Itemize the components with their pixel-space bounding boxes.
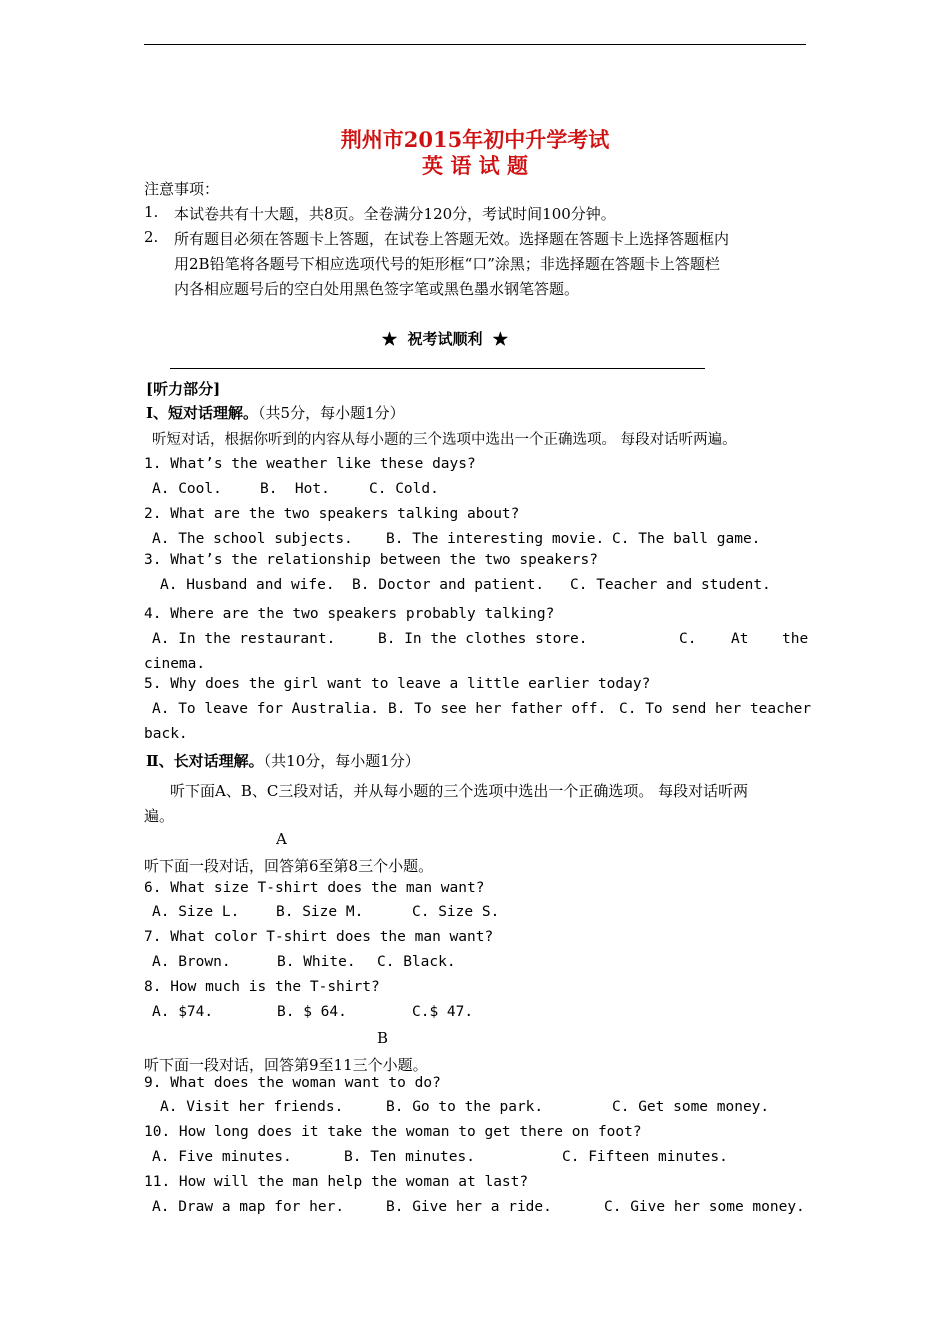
good-luck-banner: ★ 祝考试顺利 ★: [382, 330, 508, 348]
q10-option-a: A. Five minutes.: [152, 1149, 292, 1165]
part2-heading: [146, 750, 420, 771]
q11-option-c: C. Give her some money.: [604, 1199, 805, 1215]
q4-option-c-wrap: cinema.: [144, 656, 206, 672]
q6-option-a: A. Size L.: [152, 904, 240, 920]
question-10: 10. How long does it take the woman to get there on foot?: [144, 1124, 642, 1140]
q7-option-a: A. Brown.: [152, 954, 231, 970]
question-1: 1. What’s the weather like these days?: [144, 456, 476, 472]
notice-item-2-number: 2.: [144, 228, 159, 246]
notice-label: 注意事项：: [144, 180, 220, 198]
q2-option-a: A. The school subjects.: [152, 531, 353, 547]
q8-option-b: B. $ 64.: [277, 1004, 347, 1020]
question-8: 8. How much is the T-shirt?: [144, 979, 380, 995]
question-7: 7. What color T-shirt does the man want?: [144, 929, 494, 945]
question-5: 5. Why does the girl want to leave a little earlier today?: [144, 676, 651, 692]
q6-option-c: C. Size S.: [412, 904, 500, 920]
q3-option-c: C. Teacher and student.: [570, 577, 771, 593]
part2-score: （共10分，每小题1分）: [263, 752, 420, 770]
section-a-label: A: [276, 830, 287, 848]
notice-item-2-line-2: 用2B铅笔将各题号下相应选项代号的矩形框“口”涂黑；非选择题在答题卡上答题栏: [174, 255, 720, 273]
q4-option-c-word-2: the: [782, 631, 809, 647]
q4-option-c-word-1: At: [731, 631, 749, 647]
question-9: 9. What does the woman want to do?: [144, 1075, 441, 1091]
question-11: 11. How will the man help the woman at last?: [144, 1174, 529, 1190]
q5-option-c-wrap: back.: [144, 726, 188, 742]
q8-option-a: A. $74.: [152, 1004, 214, 1020]
q3-option-a: A. Husband and wife.: [160, 577, 335, 593]
part2-instruction-line-1: 听下面A、B、C三段对话，并从每小题的三个选项中选出一个正确选项。 每段对话听两: [170, 782, 749, 800]
q4-option-b: B. In the clothes store.: [378, 631, 588, 647]
section-rule: [170, 368, 705, 369]
section-b-note: 听下面一段对话，回答第9至11三个小题。: [144, 1056, 428, 1074]
q2-option-c: C. The ball game.: [612, 531, 761, 547]
part1-instruction: 听短对话，根据你听到的内容从每小题的三个选项中选出一个正确选项。 每段对话听两遍。: [152, 432, 737, 448]
q7-option-b: B. White.: [277, 954, 356, 970]
q9-option-a: A. Visit her friends.: [160, 1099, 344, 1115]
part1-title: Ⅰ、短对话理解。: [146, 404, 259, 422]
q6-option-b: B. Size M.: [276, 904, 364, 920]
part2-instruction-line-2: 遍。: [144, 807, 175, 825]
q7-option-c: C. Black.: [377, 954, 456, 970]
part1-heading: [146, 402, 405, 423]
q4-option-a: A. In the restaurant.: [152, 631, 336, 647]
q9-option-c: C. Get some money.: [612, 1099, 770, 1115]
q3-option-b: B. Doctor and patient.: [352, 577, 545, 593]
exam-title: 荆州市2015年初中升学考试: [340, 127, 610, 152]
question-4: 4. Where are the two speakers probably talking?: [144, 606, 555, 622]
q1-option-c: C. Cold.: [369, 481, 439, 497]
exam-subject: 英 语 试 题: [422, 153, 528, 178]
notice-item-2-line-1: 所有题目必须在答题卡上答题，在试卷上答题无效。选择题在答题卡上选择答题框内: [174, 230, 730, 248]
q11-option-a: A. Draw a map for her.: [152, 1199, 345, 1215]
q11-option-b: B. Give her a ride.: [386, 1199, 552, 1215]
q10-option-c: C. Fifteen minutes.: [562, 1149, 728, 1165]
q2-option-b: B. The interesting movie.: [386, 531, 605, 547]
q1-option-a: A. Cool.: [152, 481, 222, 497]
q5-option-a: A. To leave for Australia.: [152, 701, 379, 717]
part2-title: Ⅱ、长对话理解。: [146, 752, 264, 770]
q10-option-b: B. Ten minutes.: [344, 1149, 475, 1165]
question-6: 6. What size T-shirt does the man want?: [144, 880, 485, 896]
q8-option-c: C.$ 47.: [412, 1004, 474, 1020]
q5-option-b: B. To see her father off.: [388, 701, 607, 717]
header-rule: [144, 44, 806, 45]
section-a-note: 听下面一段对话，回答第6至第8三个小题。: [144, 857, 434, 875]
notice-item-2-line-3: 内各相应题号后的空白处用黑色签字笔或黑色墨水钢笔答题。: [174, 280, 580, 298]
q5-option-c: C. To send her teacher: [619, 701, 812, 717]
q9-option-b: B. Go to the park.: [386, 1099, 544, 1115]
part1-score: （共5分，每小题1分）: [258, 404, 405, 422]
q4-option-c-letter: C.: [679, 631, 697, 647]
notice-item-1-number: 1.: [144, 203, 159, 221]
section-b-label: B: [377, 1029, 389, 1047]
notice-item-1: 本试卷共有十大题，共8页。全卷满分120分，考试时间100分钟。: [174, 205, 616, 223]
question-3: 3. What’s the relationship between the two speakers?: [144, 552, 598, 568]
listening-label: [听力部分]: [146, 380, 221, 398]
question-2: 2. What are the two speakers talking about?: [144, 506, 520, 522]
q1-option-b: B. Hot.: [260, 481, 330, 497]
